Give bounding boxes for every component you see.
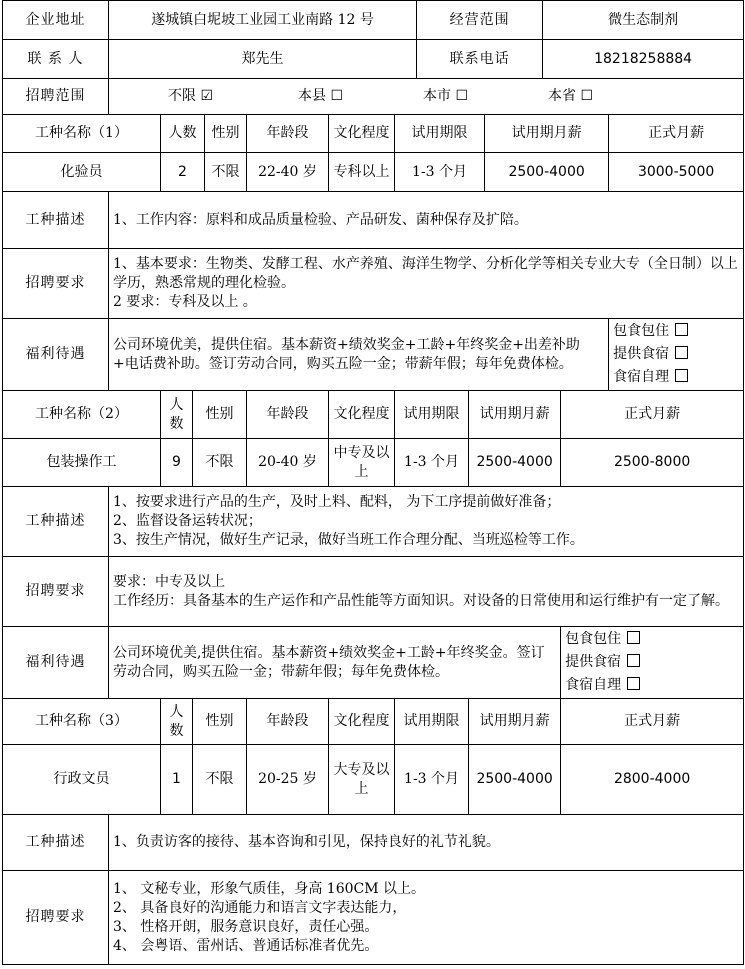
job1-welfare: 公司环境优美，提供住宿。基本薪资+绩效奖金+工龄+年终奖金+出差补助+电话费补助。签订劳动合同，购买五险一金；带薪年假；每年免费体检。 bbox=[109, 319, 609, 391]
job3-req-line: 4、 会粤语、雷州话、普通话标准者优先。 bbox=[113, 937, 379, 954]
job2-desc-line: 1、按要求进行产品的生产，及时上料、配料， 为下工序提前做好准备； bbox=[113, 494, 561, 510]
job2-trial-salary-label: 试用期月薪 bbox=[469, 391, 561, 439]
job3-desc-label: 工种描述 bbox=[3, 815, 109, 871]
job2-welfare-label: 福利待遇 bbox=[3, 627, 109, 699]
job2-desc-line: 3、按生产情况，做好生产记录，做好当班工作合理分配、当班巡检等工作。 bbox=[113, 532, 584, 548]
job2-desc-line: 2、监督设备运转状况； bbox=[113, 513, 262, 529]
benefit-option: 包食包住 bbox=[613, 320, 739, 343]
job2-req-line: 要求：中专及以上 bbox=[113, 573, 225, 590]
job1-age-label: 年龄段 bbox=[247, 115, 329, 153]
range-option-county: 本县 ☐ bbox=[298, 88, 344, 104]
job1-req-label: 招聘要求 bbox=[3, 249, 109, 319]
job1-count-label: 人数 bbox=[161, 115, 205, 153]
job3-age-label: 年龄段 bbox=[247, 699, 329, 745]
job1-trial-salary-label: 试用期月薪 bbox=[485, 115, 609, 153]
benefit-option: 提供食宿 bbox=[613, 343, 739, 366]
job3-trial-salary: 2500-4000 bbox=[469, 745, 561, 815]
job3-req-label: 招聘要求 bbox=[3, 871, 109, 965]
job2-formal-salary: 2500-8000 bbox=[561, 439, 744, 487]
job3-trial-label: 试用期限 bbox=[395, 699, 469, 745]
job1-count: 2 bbox=[161, 153, 205, 192]
benefit-option: 食宿自理 bbox=[565, 674, 739, 697]
job1-trial-salary: 2500-4000 bbox=[485, 153, 609, 192]
business-scope: 微生态制剂 bbox=[543, 1, 744, 40]
job2-edu: 中专及以上 bbox=[329, 439, 395, 487]
range-option-province: 本省 ☐ bbox=[548, 88, 594, 104]
job2-desc bbox=[109, 487, 744, 557]
range-option-city: 本市 ☐ bbox=[423, 88, 469, 104]
job3-req-line: 1、 文秘专业，形象气质佳，身高 160CM 以上。 bbox=[113, 880, 426, 897]
job3-gender: 不限 bbox=[193, 745, 247, 815]
job3-req-line: 3、 性格开朗，服务意识良好，责任心强。 bbox=[113, 918, 379, 935]
job1-age: 22-40 岁 bbox=[247, 153, 329, 192]
job2-name: 包装操作工 bbox=[3, 439, 161, 487]
job2-name-label: 工种名称（2） bbox=[3, 391, 161, 439]
job2-age-label: 年龄段 bbox=[247, 391, 329, 439]
scope-label: 经营范围 bbox=[417, 1, 543, 40]
contact-person: 郑先生 bbox=[109, 40, 417, 79]
job3-formal-salary-label: 正式月薪 bbox=[561, 699, 744, 745]
job3-age: 20-25 岁 bbox=[247, 745, 329, 815]
job1-gender-label: 性别 bbox=[205, 115, 247, 153]
job2-trial-salary: 2500-4000 bbox=[469, 439, 561, 487]
job2-age: 20-40 岁 bbox=[247, 439, 329, 487]
job1-desc bbox=[109, 192, 744, 249]
job1-welfare-label: 福利待遇 bbox=[3, 319, 109, 391]
job2-gender: 不限 bbox=[193, 439, 247, 487]
job3-gender-label: 性别 bbox=[193, 699, 247, 745]
job1-desc-label: 工种描述 bbox=[3, 192, 109, 249]
job3-edu: 大专及以上 bbox=[329, 745, 395, 815]
checkbox-icon bbox=[627, 631, 640, 644]
job1-req-line: 1、基本要求：生物类、发酵工程、水产养殖、海洋生物学、分析化学等相关专业大专（全日制）以上学历，熟悉常规的理化检验。 bbox=[113, 256, 738, 291]
job3-trial-salary-label: 试用期月薪 bbox=[469, 699, 561, 745]
job2-gender-label: 性别 bbox=[193, 391, 247, 439]
recruitment-sheet bbox=[2, 0, 744, 965]
job3-formal-salary: 2800-4000 bbox=[561, 745, 744, 815]
job2-req-line: 工作经历：具备基本的生产运作和产品性能等方面知识。对设备的日常使用和运行维护有一定了解。 bbox=[113, 592, 729, 609]
job1-formal-salary: 3000-5000 bbox=[609, 153, 744, 192]
checkbox-icon bbox=[675, 369, 688, 382]
job1-req bbox=[109, 249, 744, 319]
job2-desc-label: 工种描述 bbox=[3, 487, 109, 557]
range-options bbox=[109, 79, 744, 115]
job1-desc-line: 1、工作内容：原料和成品质量检验、产品研发、菌种保存及扩陪。 bbox=[113, 211, 528, 228]
job2-edu-label: 文化程度 bbox=[329, 391, 395, 439]
job1-name: 化验员 bbox=[3, 153, 161, 192]
job1-name-label: 工种名称（1） bbox=[3, 115, 161, 153]
job3-desc bbox=[109, 815, 744, 871]
job1-req-line: 2 要求：专科及以上 。 bbox=[113, 294, 257, 310]
job3-count-label: 人数 bbox=[161, 699, 193, 745]
benefit-option: 食宿自理 bbox=[613, 366, 739, 389]
job2-count: 9 bbox=[161, 439, 193, 487]
job1-benefit-options bbox=[609, 319, 744, 391]
range-label: 招聘范围 bbox=[3, 79, 109, 115]
contact-phone: 18218258884 bbox=[543, 40, 744, 79]
job2-trial: 1-3 个月 bbox=[395, 439, 469, 487]
benefit-option: 提供食宿 bbox=[565, 651, 739, 674]
job3-trial: 1-3 个月 bbox=[395, 745, 469, 815]
job3-req bbox=[109, 871, 744, 965]
job1-formal-salary-label: 正式月薪 bbox=[609, 115, 744, 153]
job1-trial: 1-3 个月 bbox=[395, 153, 485, 192]
job1-gender: 不限 bbox=[205, 153, 247, 192]
job3-edu-label: 文化程度 bbox=[329, 699, 395, 745]
job3-req-line: 2、 具备良好的沟通能力和语言文字表达能力， bbox=[113, 899, 407, 916]
contact-label: 联 系 人 bbox=[3, 40, 109, 79]
job2-count-label: 人数 bbox=[161, 391, 193, 439]
range-option-unlimited: 不限 ☑ bbox=[168, 88, 214, 104]
job1-edu-label: 文化程度 bbox=[329, 115, 395, 153]
checkbox-icon bbox=[675, 346, 688, 359]
checkbox-icon bbox=[627, 654, 640, 667]
address-label: 企业地址 bbox=[3, 1, 109, 40]
job1-trial-label: 试用期限 bbox=[395, 115, 485, 153]
checkbox-icon bbox=[675, 323, 688, 336]
job2-trial-label: 试用期限 bbox=[395, 391, 469, 439]
job2-welfare: 公司环境优美,提供住宿。基本薪资+绩效奖金+工龄+年终奖金。签订劳动合同，购买五险一金；带薪年假；每年免费体检。 bbox=[109, 627, 561, 699]
checkbox-icon bbox=[627, 677, 640, 690]
job3-desc-line: 1、负责访客的接待、基本咨询和引见，保持良好的礼节礼貌。 bbox=[113, 834, 500, 850]
job3-name-label: 工种名称（3） bbox=[3, 699, 161, 745]
job1-edu: 专科以上 bbox=[329, 153, 395, 192]
job3-count: 1 bbox=[161, 745, 193, 815]
phone-label: 联系电话 bbox=[417, 40, 543, 79]
job2-formal-salary-label: 正式月薪 bbox=[561, 391, 744, 439]
job2-req-label: 招聘要求 bbox=[3, 557, 109, 627]
job2-req bbox=[109, 557, 744, 627]
company-address: 遂城镇白坭坡工业园工业南路 12 号 bbox=[109, 1, 417, 40]
job3-name: 行政文员 bbox=[3, 745, 161, 815]
job2-benefit-options bbox=[561, 627, 744, 699]
benefit-option: 包食包住 bbox=[565, 628, 739, 651]
